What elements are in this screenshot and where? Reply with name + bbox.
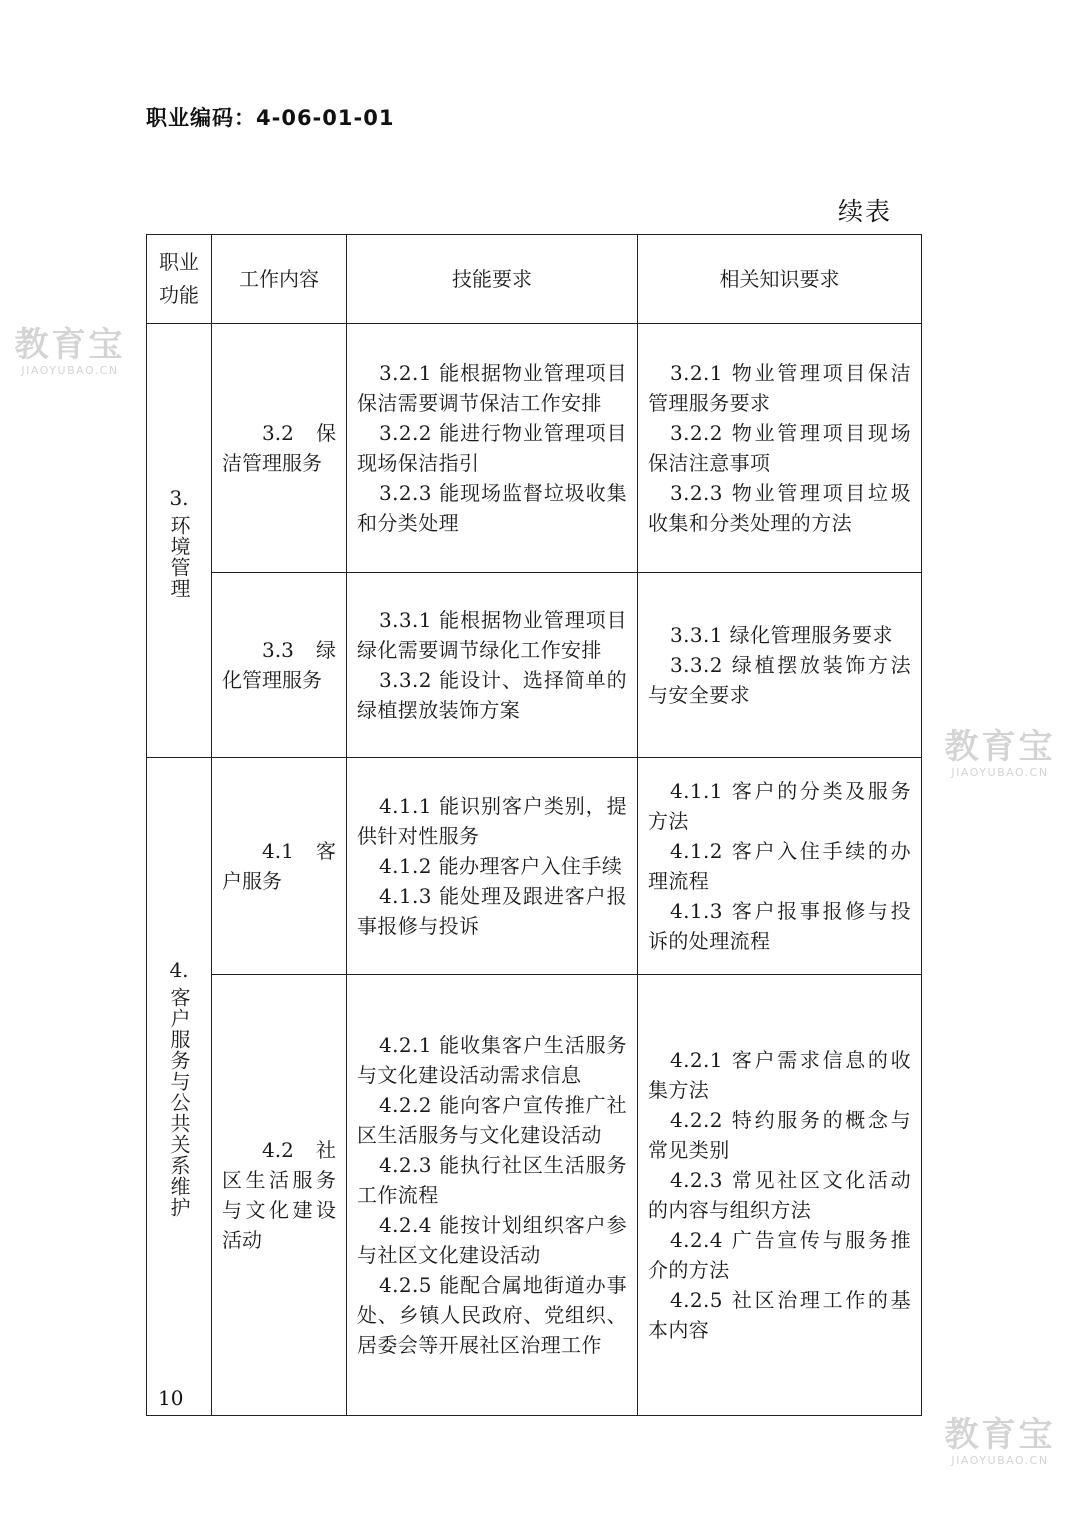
- header-skills: 技能要求: [347, 235, 638, 324]
- skills-cell: [347, 758, 638, 975]
- knowledge-item: 3.2.2 物业管理项目现场保洁注意事项: [648, 421, 911, 475]
- skills-cell: [347, 573, 638, 758]
- work-content-cell: [212, 975, 347, 1416]
- skill-item: 3.3.1 能根据物业管理项目绿化需要调节绿化工作安排: [357, 608, 627, 662]
- header-function: [147, 235, 212, 324]
- skill-item: 4.2.1 能收集客户生活服务与文化建设活动需求信息: [357, 1033, 627, 1087]
- knowledge-item: 4.2.1 客户需求信息的收集方法: [648, 1048, 911, 1102]
- skill-item: 4.1.2 能办理客户入住手续: [379, 854, 623, 878]
- work-content-cell: [212, 573, 347, 758]
- skills-cell: [347, 975, 638, 1416]
- occupation-code: 职业编码：4-06-01-01: [146, 106, 395, 130]
- knowledge-cell: [638, 975, 922, 1416]
- skill-item: 3.2.2 能进行物业管理项目现场保洁指引: [357, 421, 627, 475]
- work-content-text: 3.3 绿化管理服务: [222, 638, 336, 692]
- watermark-en: JIAOYUBAO.CN: [21, 364, 119, 377]
- watermark-cn: 教育宝: [944, 1415, 1056, 1455]
- skill-item: 4.1.1 能识别客户类别，提供针对性服务: [357, 794, 627, 848]
- skill-item: 4.2.2 能向客户宣传推广社区生活服务与文化建设活动: [357, 1093, 627, 1147]
- table-row: [147, 573, 922, 758]
- skills-cell: [347, 324, 638, 573]
- knowledge-item: 3.2.3 物业管理项目垃圾收集和分类处理的方法: [648, 481, 911, 535]
- knowledge-item: 4.1.2 客户入住手续的办理流程: [648, 839, 911, 893]
- skill-item: 3.2.3 能现场监督垃圾收集和分类处理: [357, 481, 627, 535]
- knowledge-cell: [638, 758, 922, 975]
- table-header-row: [147, 235, 922, 324]
- function-name: 环境管理: [167, 514, 191, 599]
- function-number: 4.: [169, 958, 189, 982]
- skill-item: 3.3.2 能设计、选择简单的绿植摆放装饰方案: [357, 668, 627, 722]
- watermark-en: JIAOYUBAO.CN: [951, 1454, 1049, 1467]
- knowledge-item: 3.3.2 绿植摆放装饰方法与安全要求: [648, 653, 911, 707]
- skill-item: 3.2.1 能根据物业管理项目保洁需要调节保洁工作安排: [357, 361, 627, 415]
- function-cell: [147, 324, 212, 758]
- knowledge-item: 4.2.4 广告宣传与服务推介的方法: [648, 1228, 911, 1282]
- work-content-text: 4.2 社区生活服务与文化建设活动: [222, 1138, 336, 1252]
- continuation-label: 续表: [837, 197, 892, 226]
- skill-standard-table: [146, 234, 922, 1416]
- knowledge-item: 4.2.2 特约服务的概念与常见类别: [648, 1108, 911, 1162]
- header-function-text: 职业 功能: [159, 250, 199, 307]
- watermark-logo: [0, 326, 140, 377]
- function-cell: [147, 758, 212, 1416]
- knowledge-item: 3.2.1 物业管理项目保洁管理服务要求: [648, 361, 911, 415]
- work-content-cell: [212, 324, 347, 573]
- skill-item: 4.2.4 能按计划组织客户参与社区文化建设活动: [357, 1213, 627, 1267]
- knowledge-item: 4.2.5 社区治理工作的基本内容: [648, 1288, 911, 1342]
- watermark-en: JIAOYUBAO.CN: [951, 766, 1049, 779]
- skill-item: 4.2.3 能执行社区生活服务工作流程: [357, 1153, 627, 1207]
- skill-item: 4.1.3 能处理及跟进客户报事报修与投诉: [357, 884, 627, 938]
- knowledge-cell: [638, 573, 922, 758]
- watermark-logo: [930, 1416, 1070, 1467]
- table-row: [147, 758, 922, 975]
- knowledge-item: 4.1.3 客户报事报修与投诉的处理流程: [648, 899, 911, 953]
- knowledge-item: 3.3.1 绿化管理服务要求: [670, 623, 893, 647]
- skill-item: 4.2.5 能配合属地街道办事处、乡镇人民政府、党组织、居委会等开展社区治理工作: [357, 1273, 627, 1357]
- watermark-cn: 教育宝: [14, 325, 126, 365]
- work-content-text: 4.1 客户服务: [222, 839, 336, 893]
- work-content-cell: [212, 758, 347, 975]
- watermark-logo: [930, 728, 1070, 779]
- table-row: [147, 324, 922, 573]
- knowledge-item: 4.2.3 常见社区文化活动的内容与组织方法: [648, 1168, 911, 1222]
- header-work-content: 工作内容: [212, 235, 347, 324]
- watermark-cn: 教育宝: [944, 727, 1056, 767]
- header-knowledge: 相关知识要求: [638, 235, 922, 324]
- function-number: 3.: [169, 485, 189, 510]
- work-content-text: 3.2 保洁管理服务: [222, 421, 336, 475]
- knowledge-item: 4.1.1 客户的分类及服务方法: [648, 779, 911, 833]
- knowledge-cell: [638, 324, 922, 573]
- function-name: 客户服务与公共关系维护: [167, 987, 191, 1218]
- page-number: 10: [158, 1386, 184, 1410]
- table-row: [147, 975, 922, 1416]
